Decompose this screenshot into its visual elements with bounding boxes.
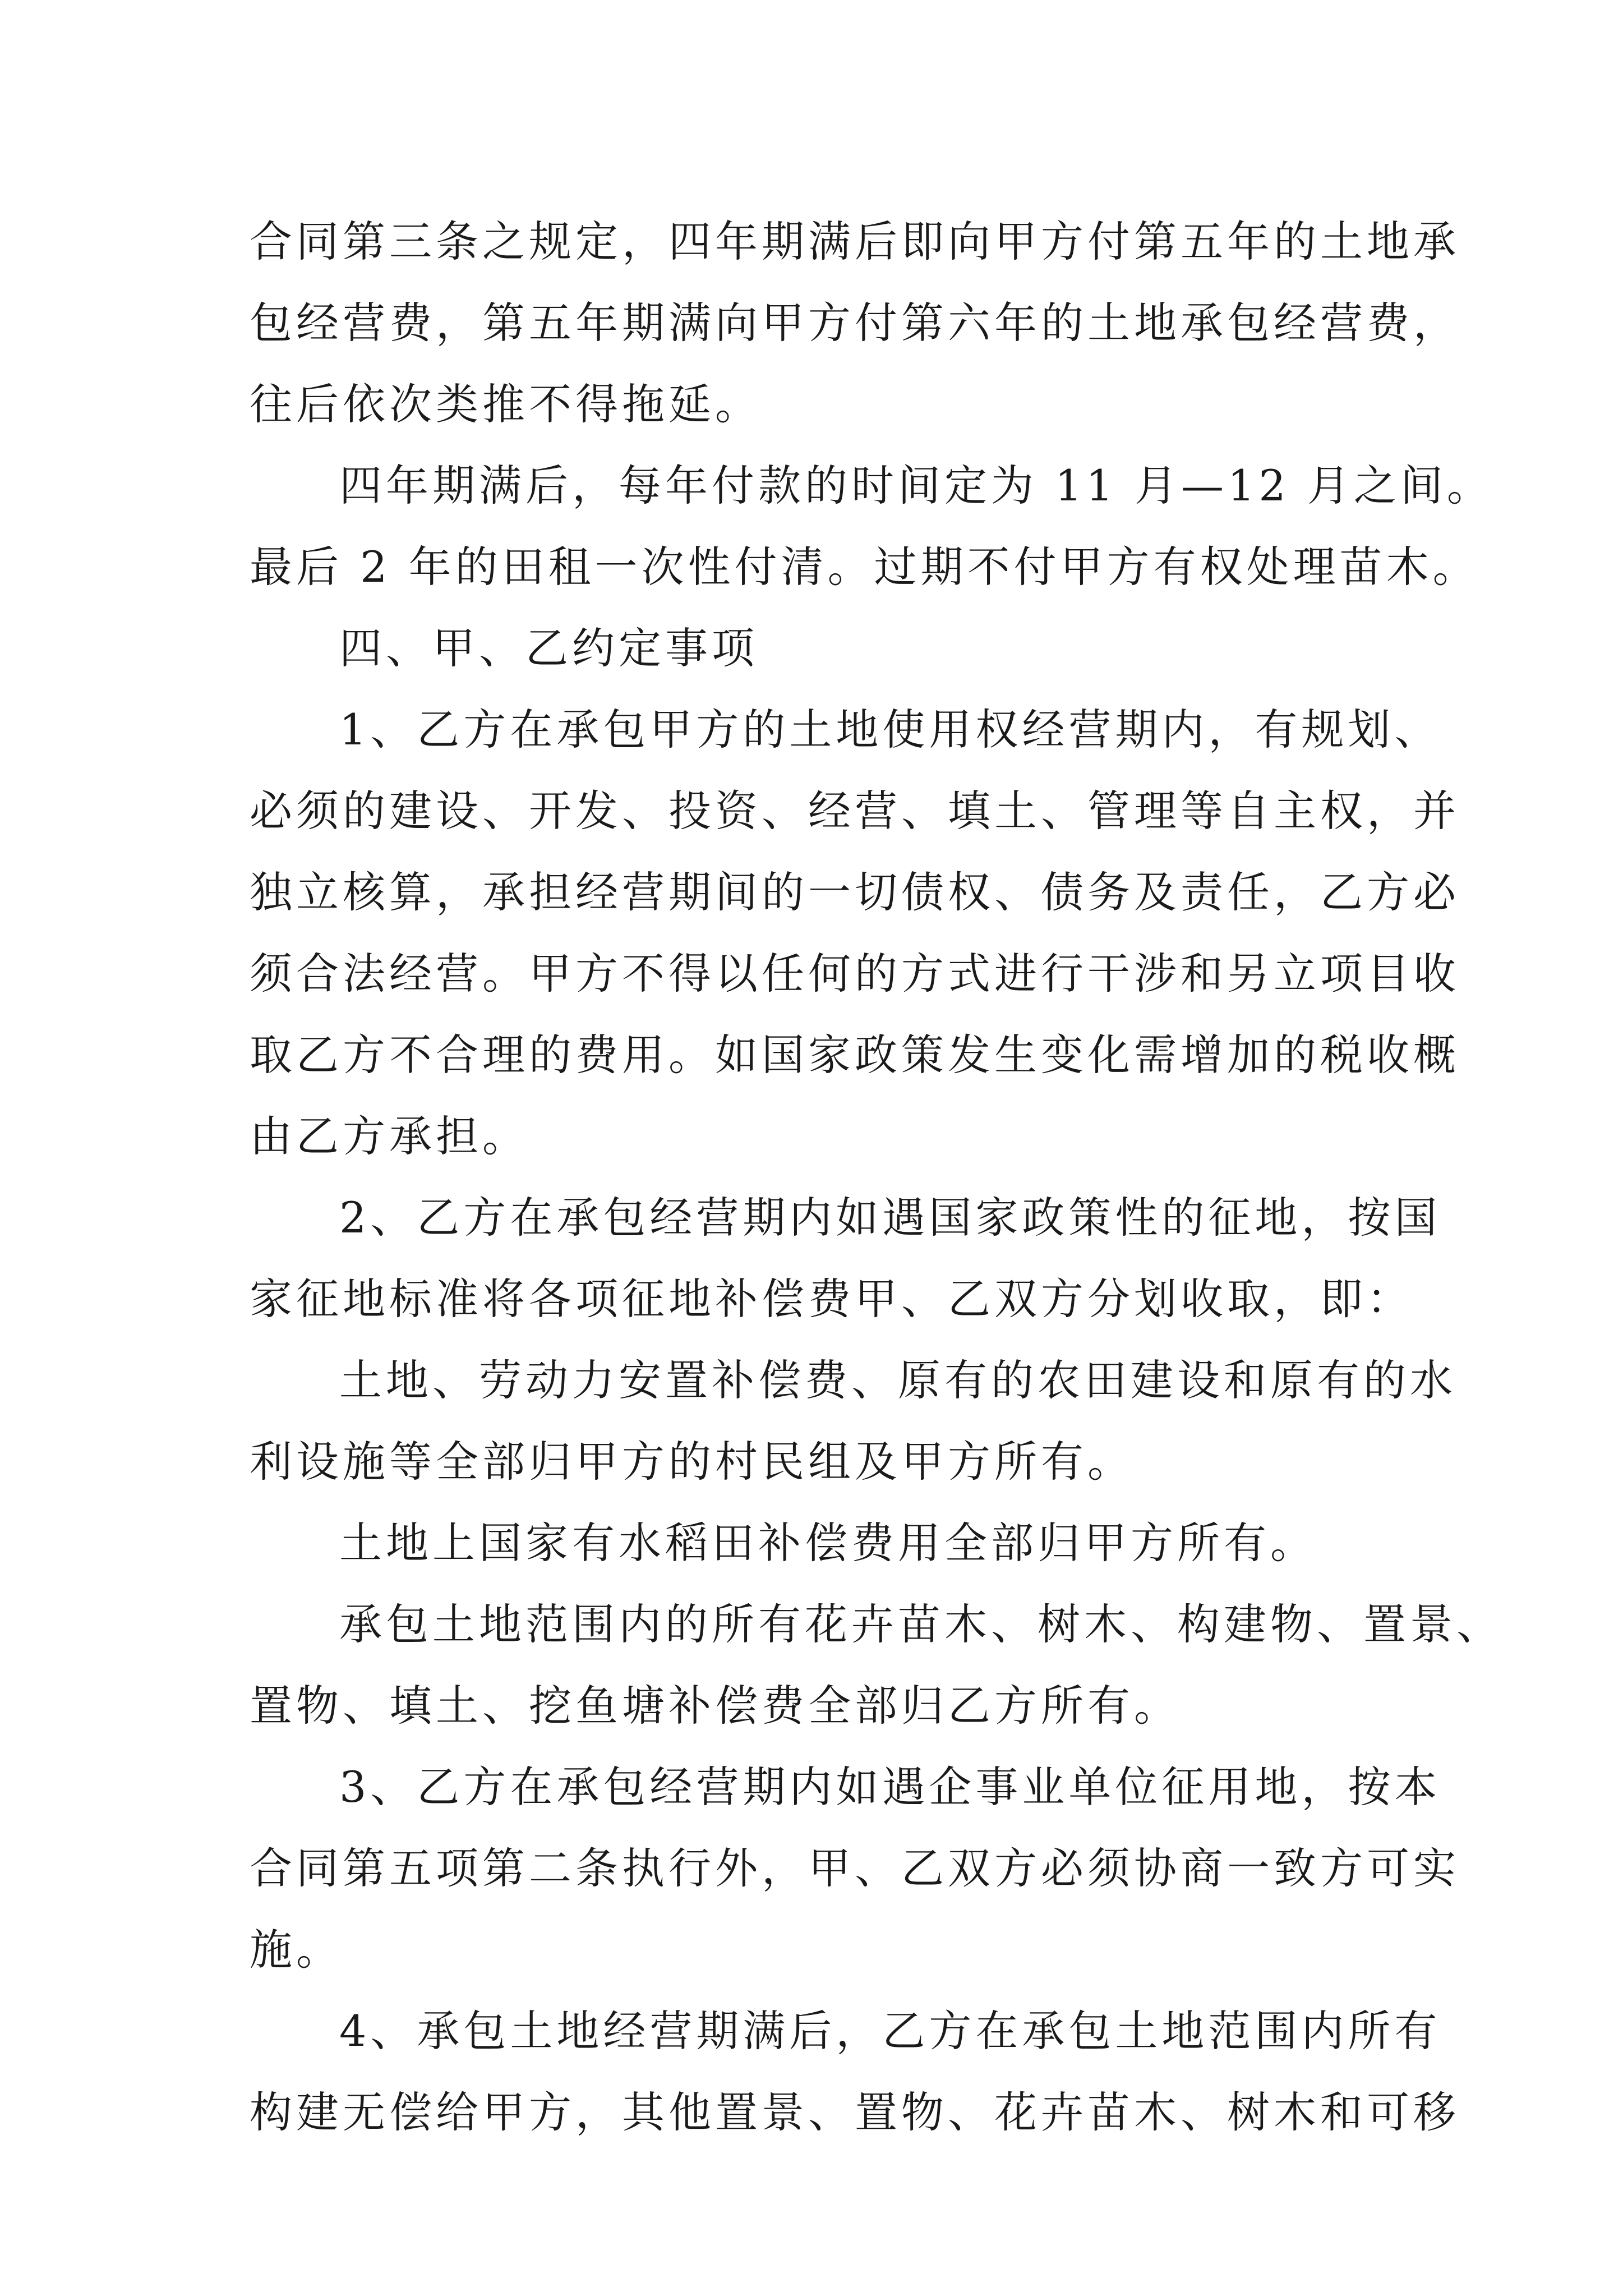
text-line: 土地上国家有水稻田补偿费用全部归甲方所有。 — [339, 1518, 1317, 1568]
text-line: 承包土地范围内的所有花卉苗木、树木、构建物、置景、 — [339, 1599, 1503, 1649]
text-line: 置物、填土、挖鱼塘补偿费全部归乙方所有。 — [250, 1681, 1181, 1731]
text-line: 须合法经营。甲方不得以任何的方式进行干涉和另立项目收 — [250, 949, 1460, 999]
text-line: 土地、劳动力安置补偿费、原有的农田建设和原有的水 — [339, 1355, 1456, 1405]
text-line: 四、甲、乙约定事项 — [339, 623, 758, 673]
text-line: 构建无偿给甲方，其他置景、置物、花卉苗木、树木和可移 — [250, 2087, 1460, 2137]
text-line: 1、乙方在承包甲方的土地使用权经营期内，有规划、 — [339, 705, 1441, 754]
text-line: 4、承包土地经营期满后，乙方在承包土地范围内所有 — [339, 2006, 1441, 2056]
text-line: 四年期满后，每年付款的时间定为 11 月—12 月之间。 — [339, 461, 1493, 510]
text-line: 施。 — [250, 1925, 343, 1975]
document-body — [250, 201, 1503, 2153]
text-line: 合同第三条之规定，四年期满后即向甲方付第五年的土地承 — [250, 217, 1460, 266]
text-line: 取乙方不合理的费用。如国家政策发生变化需增加的税收概 — [250, 1030, 1460, 1080]
text-line: 3、乙方在承包经营期内如遇企事业单位征用地，按本 — [339, 1762, 1441, 1812]
text-line: 包经营费，第五年期满向甲方付第六年的土地承包经营费， — [250, 298, 1460, 348]
text-line: 独立核算，承担经营期间的一切债权、债务及责任，乙方必 — [250, 867, 1460, 917]
text-line: 必须的建设、开发、投资、经营、填土、管理等自主权，并 — [250, 786, 1460, 836]
text-line: 由乙方承担。 — [250, 1111, 529, 1161]
text-line: 最后 2 年的田租一次性付清。过期不付甲方有权处理苗木。 — [250, 542, 1479, 592]
text-line: 2、乙方在承包经营期内如遇国家政策性的征地，按国 — [339, 1193, 1441, 1243]
text-line: 合同第五项第二条执行外，甲、乙双方必须协商一致方可实 — [250, 1843, 1460, 1893]
text-line: 家征地标准将各项征地补偿费甲、乙双方分划收取，即： — [250, 1274, 1413, 1324]
text-line: 往后依次类推不得拖延。 — [250, 379, 762, 429]
text-line: 利设施等全部归甲方的村民组及甲方所有。 — [250, 1437, 1134, 1487]
